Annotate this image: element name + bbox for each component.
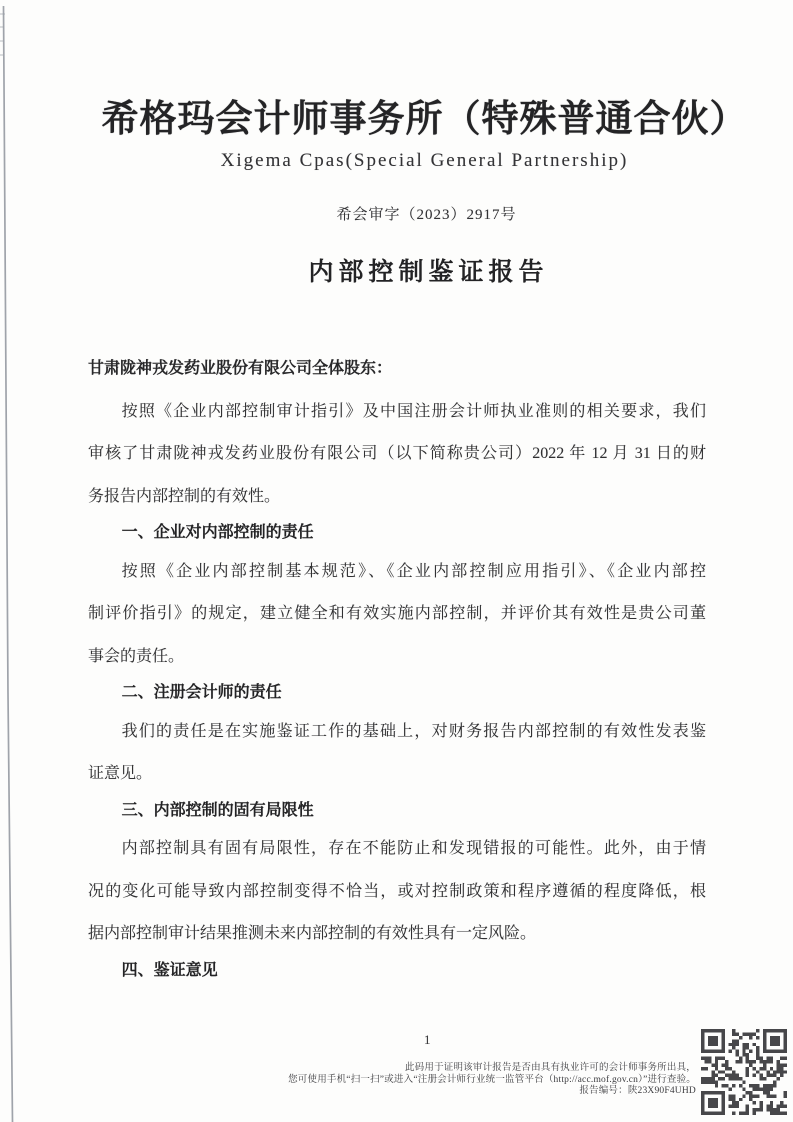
paragraph-line: 务报告内部控制的有效性。	[88, 487, 281, 505]
paragraph-line: 我们的责任是在实施鉴证工作的基础上，对财务报告内部控制的有效性发表鉴	[121, 722, 706, 740]
paragraph-line: 况的变化可能导致内部控制变得不恰当，或对控制政策和程序遵循的程度降低，根	[88, 882, 706, 900]
section-heading: 三、内部控制的固有局限性	[121, 801, 314, 819]
page-number: 1	[424, 1032, 431, 1047]
section-heading: 四、鉴证意见	[121, 961, 218, 979]
letterhead	[0, 88, 793, 172]
reference-number: 希会审字（2023）2917号	[336, 207, 517, 223]
paragraph-line: 审核了甘肃陇神戎发药业股份有限公司（以下简称贵公司）2022 年 12 月 31 日的财	[88, 445, 706, 462]
paragraph-line: 据内部控制审计结果推测未来内部控制的有效性具有一定风险。	[88, 925, 537, 942]
paragraph-line: 证意见。	[88, 765, 153, 782]
salutation: 甘肃陇神戎发药业股份有限公司全体股东：	[88, 360, 393, 377]
firm-name-english: Xigema Cpas(Special General Partnership)	[220, 150, 629, 171]
paragraph-line: 内部控制具有固有局限性，存在不能防止和发现错报的可能性。此外，由于情	[121, 840, 706, 857]
section-heading: 二、注册会计师的责任	[121, 684, 282, 701]
section-heading: 一、企业对内部控制的责任	[121, 524, 314, 541]
verification-note	[288, 1063, 696, 1098]
firm-name-chinese: 希格玛会计师事务所（特殊普通合伙）	[101, 96, 748, 140]
report-code: 报告编号：陕23X90F4UHD	[579, 1086, 696, 1096]
paragraph-line: 事会的责任。	[88, 647, 185, 665]
qr-code-icon	[701, 1029, 787, 1115]
paragraph-line: 按照《企业内部控制基本规范》、《企业内部控制应用指引》、《企业内部控	[121, 562, 706, 580]
verification-note-line: 您可使用手机“扫一扫”或进入“注册会计师行业统一监管平台（http://acc.mof.gov.cn）”进行查验。	[288, 1074, 696, 1085]
paragraph-line: 按照《企业内部控制审计指引》及中国注册会计师执业准则的相关要求，我们	[121, 402, 706, 420]
verification-note-line: 此码用于证明该审计报告是否由具有执业许可的会计师事务所出具，	[404, 1063, 696, 1073]
report-title: 内部控制鉴证报告	[308, 258, 549, 286]
report-body	[88, 348, 706, 988]
paragraph-line: 制评价指引》的规定，建立健全和有效实施内部控制，并评价其有效性是贵公司董	[88, 605, 706, 622]
